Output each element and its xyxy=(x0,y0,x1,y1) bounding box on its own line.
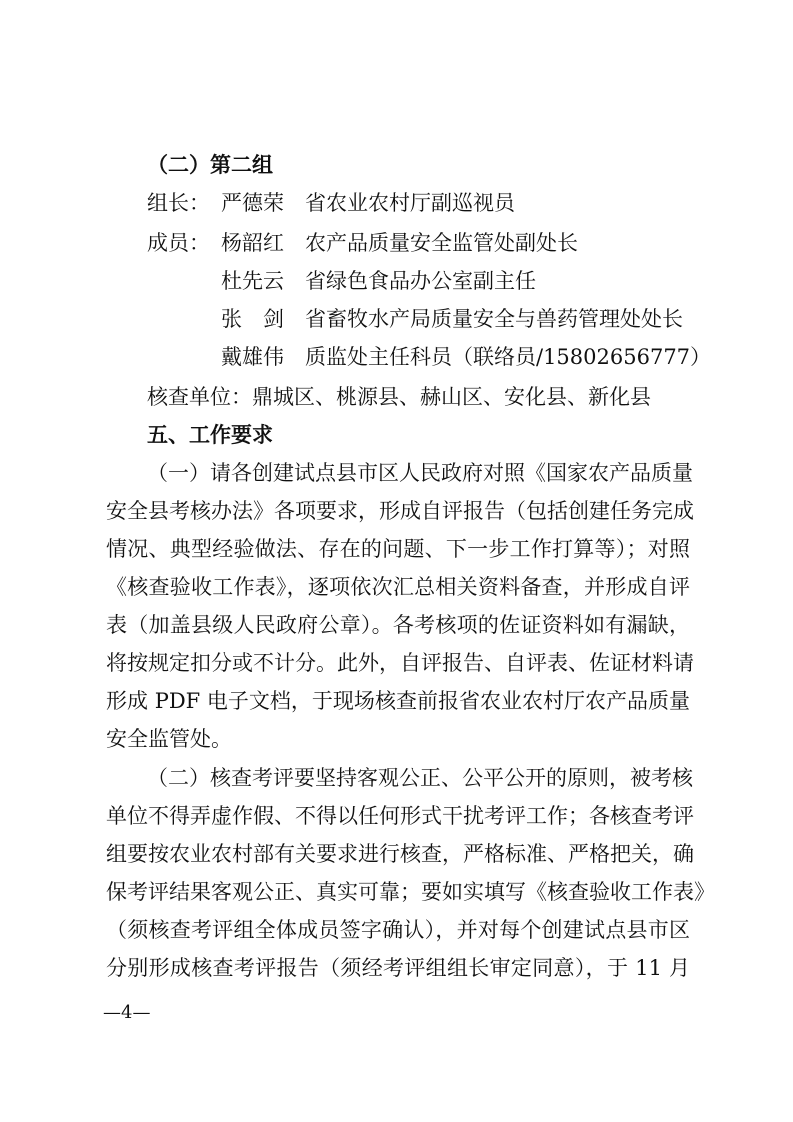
member-name: 张 剑 xyxy=(221,307,284,331)
member-title: 质监处主任科员（联络员/15802656777） xyxy=(305,345,712,369)
member-title: 省畜牧水产局质量安全与兽药管理处处长 xyxy=(305,307,683,331)
leader-name: 严德荣 xyxy=(221,191,284,215)
member-row xyxy=(147,266,707,296)
paragraph-line: 将按规定扣分或不计分。此外，自评报告、自评表、佐证材料请 xyxy=(106,651,694,675)
member-title: 农产品质量安全监管处副处长 xyxy=(305,231,578,255)
paragraph-line: 单位不得弄虚作假、不得以任何形式干扰考评工作；各核查考评 xyxy=(106,804,694,828)
paragraph-line: 安全县考核办法》各项要求，形成自评报告（包括创建任务完成 xyxy=(106,499,694,523)
paragraph-line: 保考评结果客观公正、真实可靠；要如实填写《核查验收工作表》 xyxy=(106,880,715,904)
group-heading: （二）第二组 xyxy=(147,152,273,177)
member-row xyxy=(147,304,707,334)
page-number: —4— xyxy=(103,1002,151,1023)
member-row xyxy=(147,228,707,258)
member-name: 戴雄伟 xyxy=(221,345,284,369)
paragraph-line: 分别形成核查考评报告（须经考评组组长审定同意），于 11 月 xyxy=(106,956,690,980)
paragraph-line: 《核查验收工作表》，逐项依次汇总相关资料备查，并形成自评 xyxy=(106,575,690,599)
members-role-label: 成员： xyxy=(147,231,210,255)
paragraph-line: 形成 PDF 电子文档，于现场核查前报省农业农村厅农产品质量 xyxy=(106,689,690,713)
paragraph-line: 组要按农业农村部有关要求进行核查，严格标准、严格把关，确 xyxy=(106,842,694,866)
check-units: 核查单位：鼎城区、桃源县、赫山区、安化县、新化县 xyxy=(147,385,651,409)
leader-title: 省农业农村厅副巡视员 xyxy=(305,191,515,215)
paragraph-line: （二）核查考评要坚持客观公正、公平公开的原则，被考核 xyxy=(147,766,693,790)
paragraph-line: （须核查考评组全体成员签字确认），并对每个创建试点县市区 xyxy=(106,918,690,942)
paragraph-line: （一）请各创建试点县市区人民政府对照《国家农产品质量 xyxy=(147,461,693,485)
paragraph-line: 安全监管处。 xyxy=(106,727,232,751)
member-name: 杜先云 xyxy=(221,269,284,293)
member-title: 省绿色食品办公室副主任 xyxy=(305,269,536,293)
leader-role-label: 组长： xyxy=(147,191,210,215)
leader-row xyxy=(147,188,697,218)
paragraph-line: 表（加盖县级人民政府公章）。各考核项的佐证资料如有漏缺， xyxy=(106,613,690,637)
member-row xyxy=(147,342,712,372)
section-heading: 五、工作要求 xyxy=(147,422,273,447)
paragraph-line: 情况、典型经验做法、存在的问题、下一步工作打算等）；对照 xyxy=(106,537,690,561)
member-name: 杨韶红 xyxy=(221,231,284,255)
